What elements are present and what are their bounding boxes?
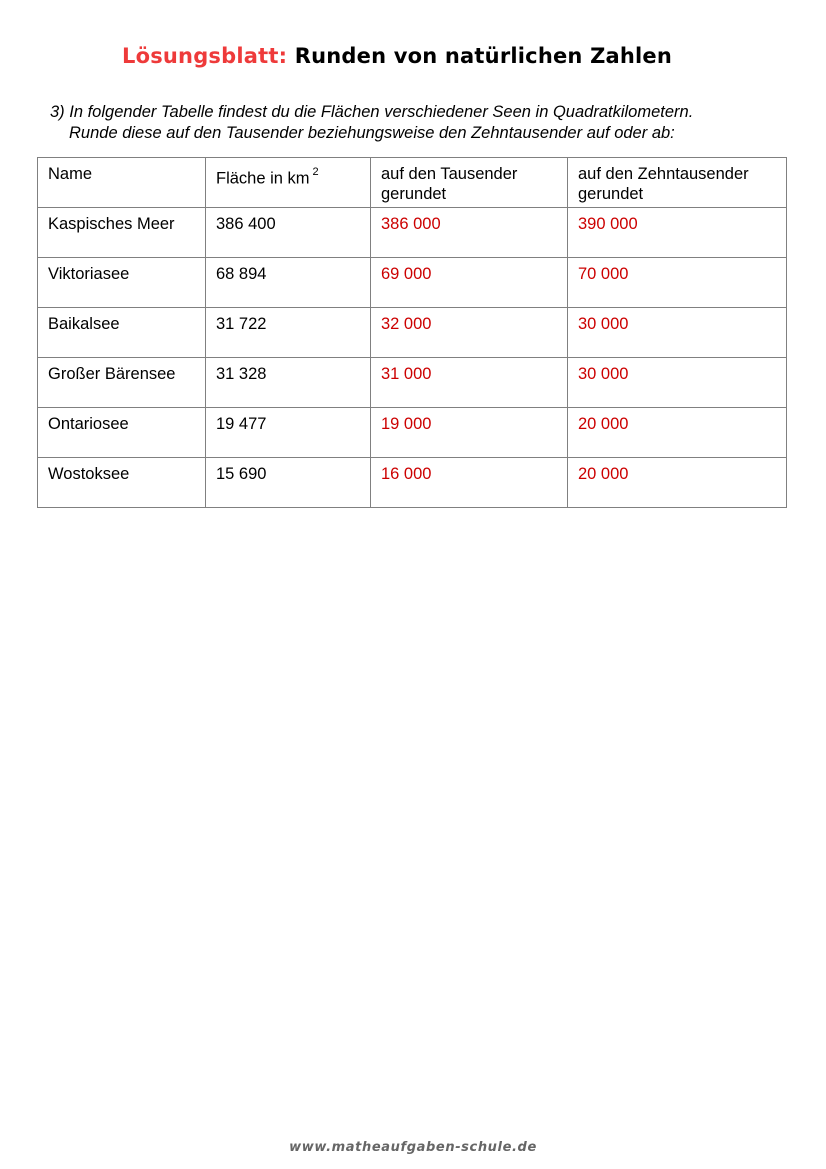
table-header-row <box>38 158 787 208</box>
rounded-tenthousands: 70 000 <box>568 258 787 308</box>
lake-name: Großer Bärensee <box>38 358 206 408</box>
lake-name: Wostoksee <box>38 458 206 508</box>
lake-name: Ontariosee <box>38 408 206 458</box>
header-area: Fläche in km $^2$ <box>206 158 371 208</box>
rounded-tenthousands: 390 000 <box>568 208 787 258</box>
rounded-thousands: 19 000 <box>371 408 568 458</box>
header-area-exponent: 2 <box>312 166 319 178</box>
rounded-thousands: 386 000 <box>371 208 568 258</box>
task-line-1: 3) In folgender Tabelle findest du die Flächen verschiedener Seen in Quadratkilometern. <box>50 103 694 121</box>
solution-sheet-label: Lösungsblatt: <box>121 44 288 68</box>
rounded-tenthousands: 30 000 <box>568 308 787 358</box>
header-tenthousands: auf den Zehntausender gerundet <box>568 158 787 208</box>
page-title <box>0 44 794 68</box>
lake-name: Kaspisches Meer <box>38 208 206 258</box>
lake-area: 386 400 <box>206 208 371 258</box>
task-line-2: Runde diese auf den Tausender beziehungsweise den Zehntausender auf oder ab: <box>69 124 675 142</box>
footer-url[interactable]: www.matheaufgaben-schule.de <box>289 1140 537 1155</box>
table-row <box>38 208 787 258</box>
rounded-tenthousands: 20 000 <box>568 458 787 508</box>
table-row <box>38 358 787 408</box>
lake-area: 31 328 <box>206 358 371 408</box>
lake-area: 19 477 <box>206 408 371 458</box>
table-row <box>38 308 787 358</box>
rounded-thousands: 31 000 <box>371 358 568 408</box>
lake-area: 31 722 <box>206 308 371 358</box>
worksheet-title: Runden von natürlichen Zahlen <box>294 44 673 68</box>
lakes-table <box>37 157 787 508</box>
header-name: Name <box>38 158 206 208</box>
lake-area: 15 690 <box>206 458 371 508</box>
rounded-tenthousands: 20 000 <box>568 408 787 458</box>
table-row <box>38 408 787 458</box>
lake-name: Viktoriasee <box>38 258 206 308</box>
rounded-tenthousands: 30 000 <box>568 358 787 408</box>
rounded-thousands: 16 000 <box>371 458 568 508</box>
lake-name: Baikalsee <box>38 308 206 358</box>
table-row <box>38 458 787 508</box>
header-thousands: auf den Tausender gerundet <box>371 158 568 208</box>
table-row <box>38 258 787 308</box>
rounded-thousands: 69 000 <box>371 258 568 308</box>
lake-area: 68 894 <box>206 258 371 308</box>
rounded-thousands: 32 000 <box>371 308 568 358</box>
task-instructions <box>50 102 790 144</box>
